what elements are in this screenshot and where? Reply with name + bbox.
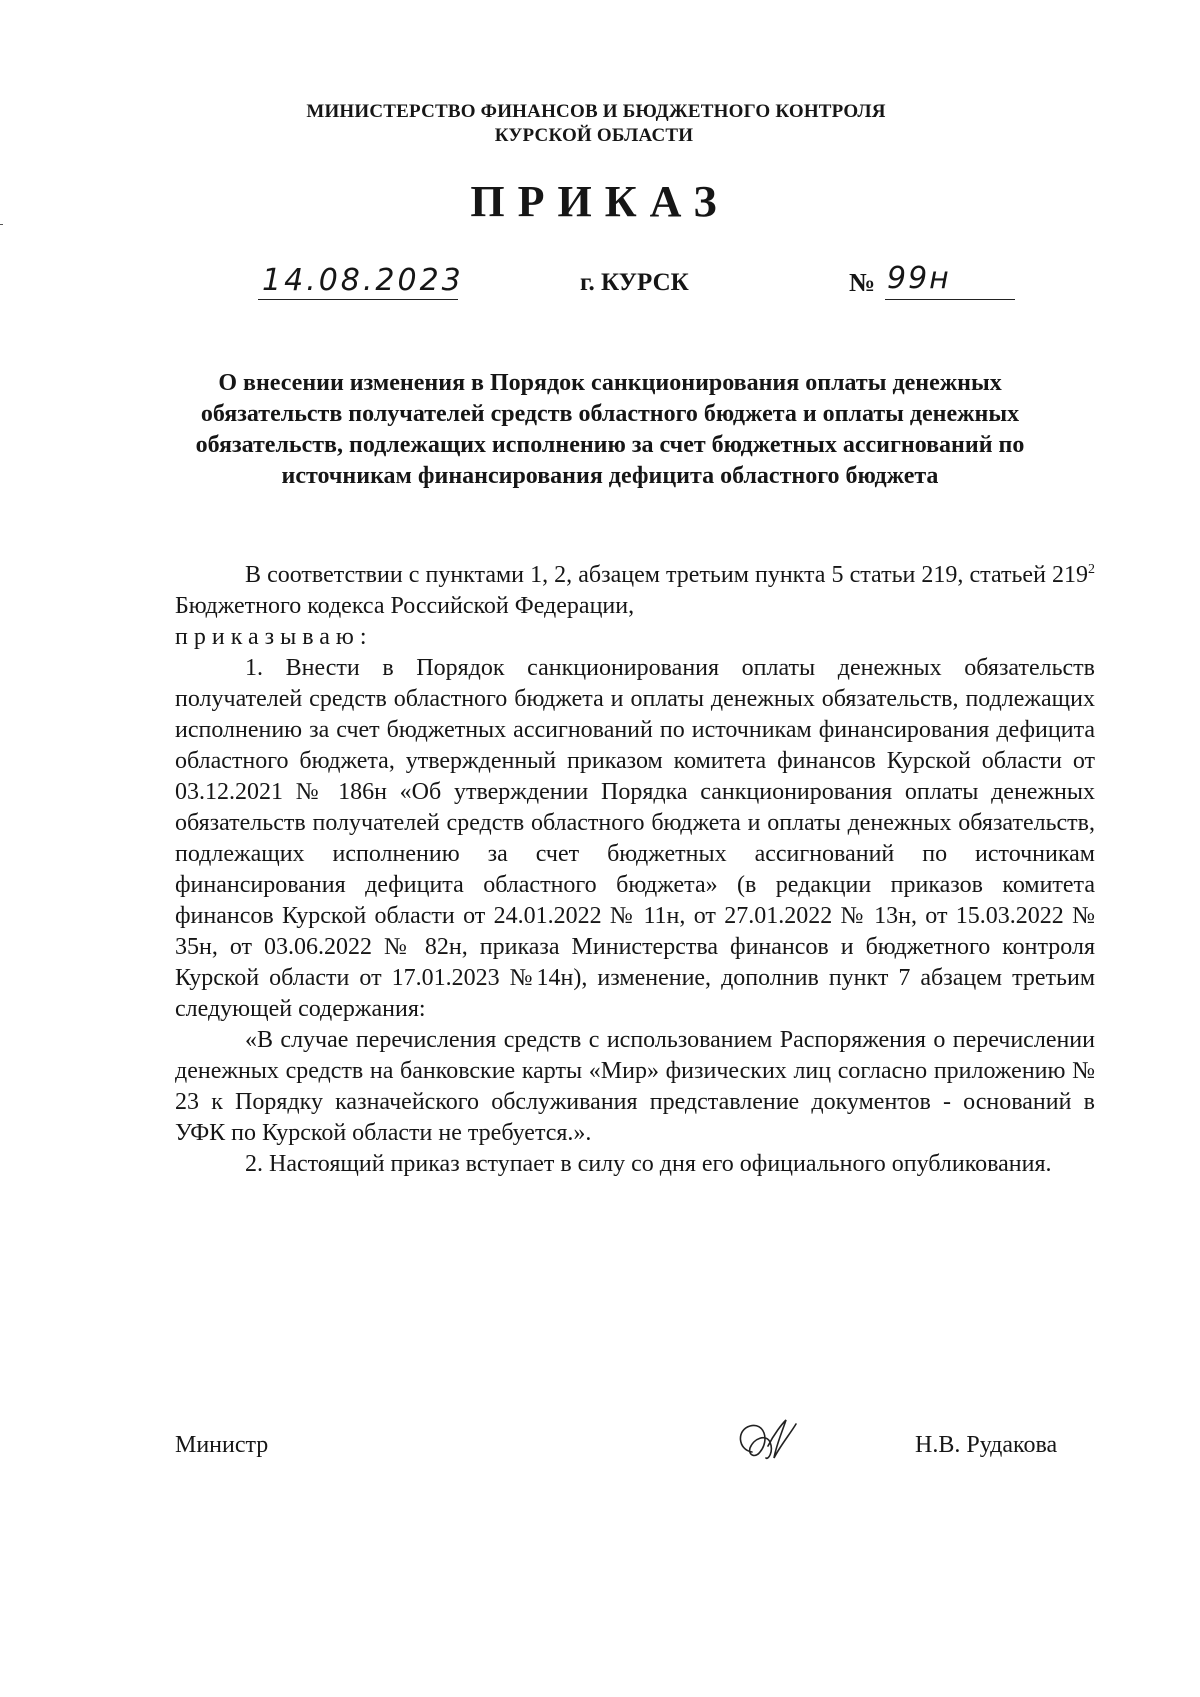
handwritten-signature xyxy=(730,1412,810,1472)
document-title: О внесении изменения в Порядок санкционирования оплаты денежных обязательств получателей средств областного бюджета и оплаты денежных обязательств, подлежащих исполнению за счет бюджетных ассигнований по источникам финансирования дефицита областного бюджета xyxy=(195,370,1025,489)
signatory-name: Н.В. Рудакова xyxy=(915,1432,1058,1458)
city: г. КУРСК xyxy=(580,269,689,296)
handwritten-number: 99н xyxy=(887,261,951,296)
body-paragraph-2: 1. Внести в Порядок санкционирования оплаты денежных обязательств получателей средств областного бюджета и оплаты денежных обязательств, подлежащих исполнению за счет бюджетных ассигнований по источникам финансирования дефицита областного бюджета, утвержденный приказом комитета финансов Курской области от 03.12.2021 № 186н «Об утверждении Порядка санкционирования оплаты денежных обязательств получателей средств областного бюджета и оплаты денежных обязательств, подлежащих исполнению за счет бюджетных ассигнований по источникам финансирования дефицита областного бюджета» (в редакции приказов комитета финансов Курской области от 24.01.2022 № 11н, от 27.01.2022 № 13н, от 15.03.2022 № 35н, от 03.06.2022 № 82н, приказа Министерства финансов и бюджетного контроля Курской области от 17.01.2023 №14н), изменение, дополнив пункт 7 абзацем третьим следующей содержания: xyxy=(175,655,1095,1022)
superscript: 2 xyxy=(1088,562,1095,577)
signatory-position: Министр xyxy=(175,1432,269,1458)
body-paragraph-4: 2. Настоящий приказ вступает в силу со дня его официального опубликования. xyxy=(245,1151,1052,1177)
ministry-header-line1: МИНИСТЕРСТВО ФИНАНСОВ И БЮДЖЕТНОГО КОНТРОЛЯ xyxy=(306,101,886,122)
date-underline xyxy=(258,299,458,300)
body-paragraph-3: «В случае перечисления средств с использованием Распоряжения о перечислении денежных средств на банковские карты «Мир» физических лиц согласно приложению № 23 к Порядку казначейского обслуживания представление документов - оснований в УФК по Курской области не требуется.». xyxy=(175,1027,1095,1146)
document-type: ПРИКАЗ xyxy=(470,177,730,226)
body-paragraph-1: В соответствии с пунктами 1, 2, абзацем третьим пункта 5 статьи 219, статьей $219^2$ Бюджетного кодекса Российской Федерации, xyxy=(175,562,1095,619)
document-body xyxy=(175,560,1095,1180)
handwritten-date: 14.08.2023 xyxy=(262,263,464,298)
order-word: приказываю: xyxy=(175,624,373,650)
ministry-header-line2: КУРСКОЙ ОБЛАСТИ xyxy=(494,125,694,146)
number-sign: № xyxy=(849,268,876,297)
number-underline xyxy=(885,299,1015,300)
